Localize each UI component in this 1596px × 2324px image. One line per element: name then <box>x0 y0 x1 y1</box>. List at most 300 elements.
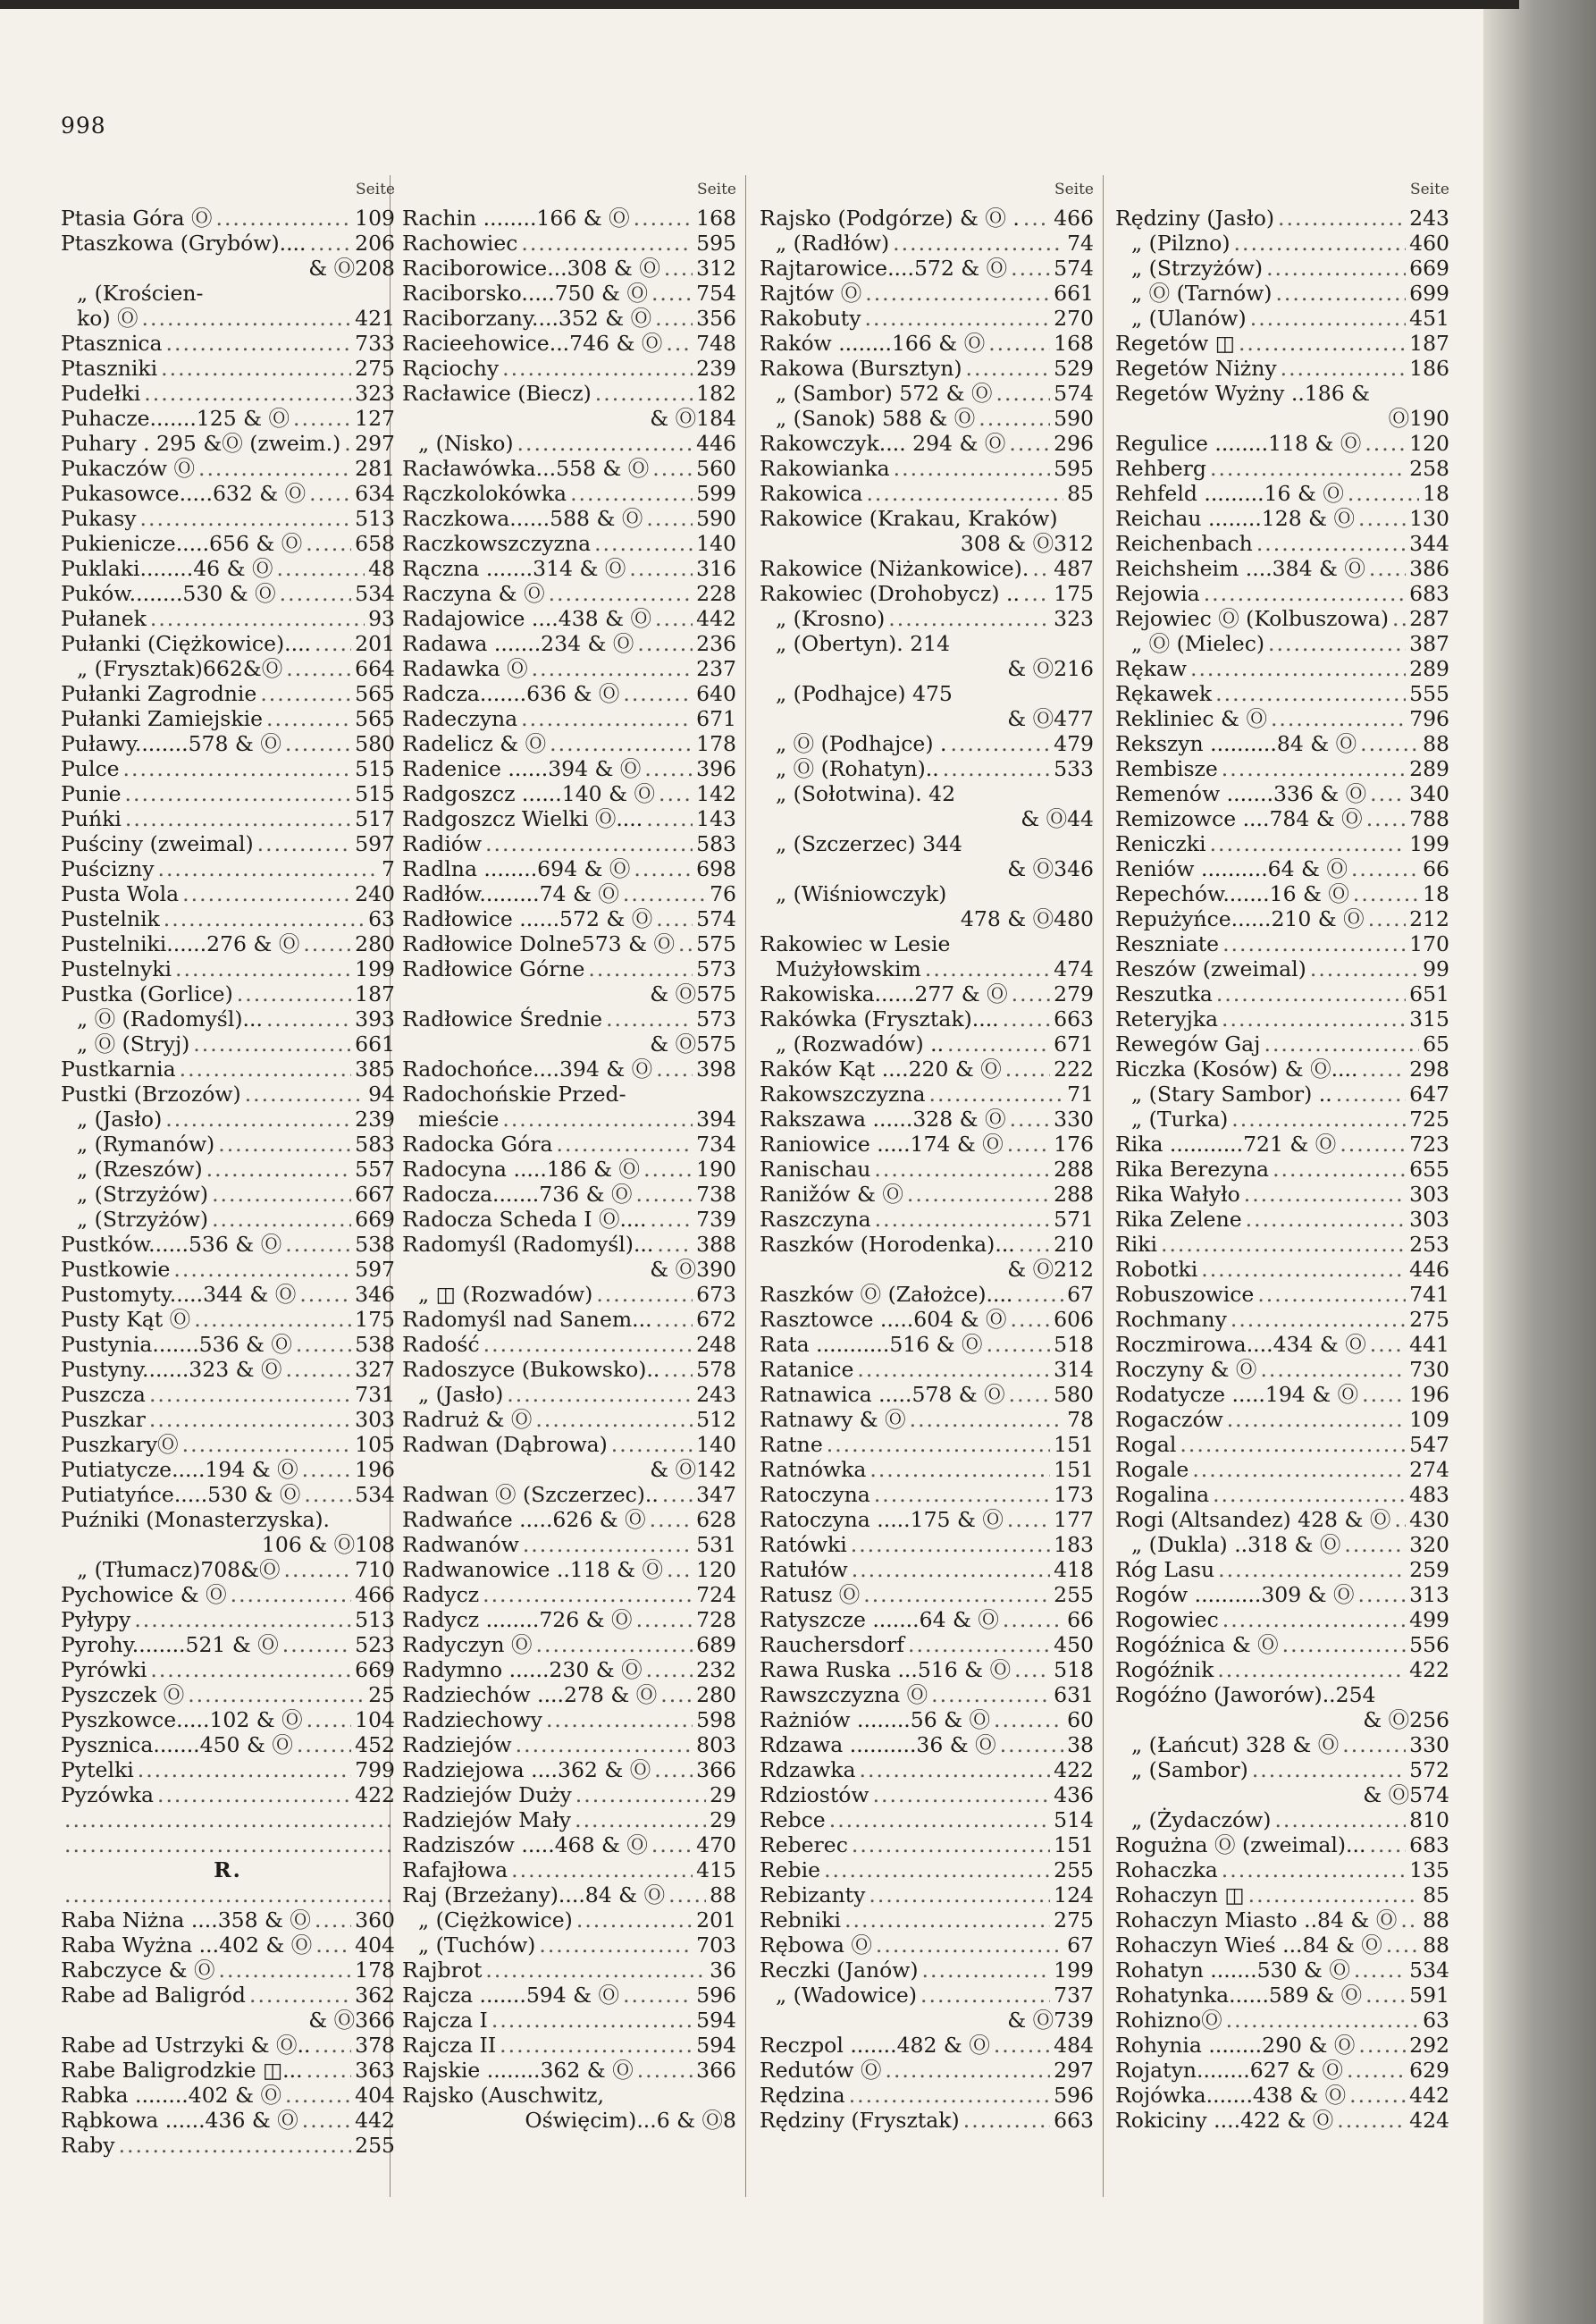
entry-name: & Ⓞ <box>650 981 697 1006</box>
entry-page: 330 <box>1409 1732 1449 1757</box>
dot-leader <box>1239 331 1406 356</box>
index-entry <box>760 556 1094 581</box>
entry-page: 393 <box>355 1006 395 1031</box>
dot-leader <box>282 1632 351 1657</box>
dot-leader <box>1392 606 1406 631</box>
dot-leader <box>150 606 365 631</box>
entry-page: 274 <box>1409 1457 1449 1482</box>
index-entry <box>760 206 1094 231</box>
entry-page: 289 <box>1409 656 1449 681</box>
entry-name: Remenów .......336 & Ⓞ <box>1115 781 1367 806</box>
entry-name: Radelicz & Ⓞ <box>402 731 547 756</box>
dot-leader <box>963 2108 1050 2133</box>
dot-leader <box>511 1857 693 1882</box>
dot-leader <box>523 1532 693 1557</box>
entry-page: 430 <box>1409 1507 1449 1532</box>
entry-page: 529 <box>1054 356 1094 381</box>
index-entry <box>760 1082 1094 1107</box>
entry-name: Rogalina <box>1115 1482 1210 1507</box>
index-entry <box>760 1907 1094 1932</box>
dot-leader <box>851 1532 1050 1557</box>
dot-leader <box>636 1182 693 1207</box>
index-entry <box>61 1557 395 1582</box>
index-entry <box>61 1607 395 1632</box>
entry-name: Radwanów <box>402 1532 519 1557</box>
index-entry <box>61 206 395 231</box>
index-entry <box>1115 331 1449 356</box>
entry-name: Rohaczka <box>1115 1857 1218 1882</box>
entry-name: Ratne <box>760 1432 823 1457</box>
entry-page: 574 <box>696 906 736 931</box>
dot-leader <box>885 2058 1050 2083</box>
entry-page: 655 <box>1409 1157 1449 1182</box>
dot-leader <box>1340 1132 1406 1157</box>
entry-name: Ratnawy & Ⓞ <box>760 1407 906 1432</box>
index-entry <box>402 556 736 581</box>
index-entry <box>61 1782 395 1807</box>
index-entry <box>1115 531 1449 556</box>
entry-name: RohiznoⓄ <box>1115 2008 1222 2033</box>
index-entry <box>760 656 1094 681</box>
entry-page: 142 <box>696 781 736 806</box>
entry-page: 25 <box>368 1682 395 1707</box>
entry-name: Radeczyna <box>402 706 518 731</box>
dot-leader <box>866 481 1063 506</box>
entry-name: Ptasia Góra Ⓞ <box>61 206 213 231</box>
dot-leader <box>657 1232 693 1257</box>
entry-page: 187 <box>1409 331 1449 356</box>
dot-leader <box>516 1732 693 1757</box>
entry-page: 186 <box>1409 356 1449 381</box>
index-entry <box>1115 281 1449 306</box>
entry-name: Putiatyńce.....530 & Ⓞ <box>61 1482 301 1507</box>
dot-leader <box>249 1983 351 2008</box>
index-entry <box>760 756 1094 781</box>
index-entry <box>760 231 1094 256</box>
entry-name: Pyrówki <box>61 1657 147 1682</box>
dot-leader <box>1362 1382 1406 1407</box>
dot-leader <box>260 681 351 706</box>
index-entry <box>760 1182 1094 1207</box>
entry-page: 281 <box>355 456 395 481</box>
index-entry <box>61 581 395 606</box>
entry-name: Raczkowszczyzna <box>402 531 592 556</box>
entry-name: „ (Pilzno) <box>1131 231 1231 256</box>
entry-page: 731 <box>355 1382 395 1407</box>
index-entry <box>1115 831 1449 856</box>
entry-page: 36 <box>710 1958 736 1983</box>
dot-leader <box>1256 531 1406 556</box>
entry-name: Rajsko (Podgórze) & Ⓞ . <box>760 206 1020 231</box>
index-entry <box>1115 981 1449 1006</box>
dot-leader <box>285 1232 351 1257</box>
entry-name: Rakowszczyzna <box>760 1082 926 1107</box>
entry-name: Rokiciny ....422 & Ⓞ <box>1115 2108 1334 2133</box>
index-entry <box>760 856 1094 881</box>
index-entry <box>760 1132 1094 1157</box>
index-entry <box>61 706 395 731</box>
entry-page: 210 <box>1054 1232 1094 1257</box>
dot-leader <box>662 1482 693 1507</box>
entry-name: Radajowice ....438 & Ⓞ <box>402 606 651 631</box>
entry-page: 663 <box>1054 1006 1094 1031</box>
dot-leader <box>549 581 693 606</box>
index-entry <box>760 431 1094 456</box>
entry-page: 703 <box>696 1932 736 1958</box>
dot-leader <box>623 1983 693 2008</box>
index-entry <box>402 281 736 306</box>
entry-name: Rachin ........166 & Ⓞ <box>402 206 630 231</box>
entry-name: Ranischau <box>760 1157 871 1182</box>
index-entry <box>760 956 1094 981</box>
index-entry <box>1115 2008 1449 2033</box>
entry-name: Reszów (zweimal) <box>1115 956 1306 981</box>
entry-name: Rawszczyzna Ⓞ <box>760 1682 928 1707</box>
dot-leader <box>1222 1607 1406 1632</box>
index-entry <box>61 506 395 531</box>
entry-page: 733 <box>355 331 395 356</box>
index-entry <box>1115 1031 1449 1057</box>
entry-page: 422 <box>1054 1757 1094 1782</box>
entry-page: 667 <box>355 1182 395 1207</box>
index-entry <box>402 1983 736 2008</box>
index-entry <box>402 1232 736 1257</box>
entry-page: 48 <box>368 556 395 581</box>
index-entry <box>61 2008 395 2033</box>
entry-name: Pyszczek Ⓞ <box>61 1682 185 1707</box>
entry-page: 442 <box>1409 2083 1449 2108</box>
entry-page: 66 <box>1423 856 1449 881</box>
entry-page: 366 <box>696 2058 736 2083</box>
entry-page: 212 <box>1409 906 1449 931</box>
entry-page: 683 <box>1409 1832 1449 1857</box>
dot-leader <box>304 1482 351 1507</box>
dot-leader <box>860 1757 1051 1782</box>
entry-page: 386 <box>1409 556 1449 581</box>
entry-name: Riczka (Kosów) & Ⓞ.... <box>1115 1057 1358 1082</box>
entry-page: 683 <box>1409 581 1449 606</box>
entry-page: 572 <box>1409 1757 1449 1782</box>
dot-leader <box>575 1782 706 1807</box>
entry-name: Pukienicze.....656 & Ⓞ <box>61 531 303 556</box>
entry-name: Rata ...........516 & Ⓞ <box>760 1332 983 1357</box>
dot-leader <box>1369 556 1406 581</box>
entry-name: Rajcza .......594 & Ⓞ <box>402 1983 620 2008</box>
entry-name: „ Ⓞ (Rohatyn).. <box>776 756 939 781</box>
dot-leader <box>595 381 693 406</box>
entry-name: Putiatycze.....194 & Ⓞ <box>61 1457 298 1482</box>
dot-leader <box>852 1557 1050 1582</box>
index-entry <box>402 1682 736 1707</box>
entry-page: 728 <box>696 1607 736 1632</box>
index-column-1 <box>61 181 395 2158</box>
index-entry <box>1115 731 1449 756</box>
entry-name: Rohaczyn Wieś ...84 & Ⓞ <box>1115 1932 1382 1958</box>
entry-name: Radziejowa ....362 & Ⓞ <box>402 1757 651 1782</box>
entry-name: Rika Berezyna <box>1115 1157 1270 1182</box>
index-entry <box>61 2108 395 2133</box>
dot-leader <box>1010 1107 1051 1132</box>
index-entry <box>760 1832 1094 1857</box>
entry-name: Pyrohy........521 & Ⓞ <box>61 1632 279 1657</box>
entry-name: Raba Niżna ....358 & Ⓞ <box>61 1907 311 1932</box>
entry-name: Radawka Ⓞ <box>402 656 528 681</box>
dot-leader <box>266 706 351 731</box>
entry-page: 258 <box>1409 456 1449 481</box>
index-entry <box>402 256 736 281</box>
entry-page: 452 <box>355 1732 395 1757</box>
entry-name: Puszcza <box>61 1382 146 1407</box>
dot-leader <box>629 556 693 581</box>
dot-leader <box>149 1382 351 1407</box>
dot-leader <box>307 2058 352 2083</box>
index-entry <box>760 381 1094 406</box>
entry-name: & Ⓞ <box>650 1457 697 1482</box>
entry-page: 534 <box>1409 1958 1449 1983</box>
dot-leader <box>142 306 352 331</box>
entry-page: 460 <box>1409 231 1449 256</box>
index-entry <box>1115 1932 1449 1958</box>
entry-page: 44 <box>1067 806 1094 831</box>
entry-name: „ (Szczerzec) 344 <box>776 831 962 856</box>
entry-name: Rejowia <box>1115 581 1200 606</box>
index-entry <box>760 1857 1094 1882</box>
index-entry <box>760 1607 1094 1632</box>
index-entry <box>402 981 736 1006</box>
entry-page: 85 <box>1067 481 1094 506</box>
entry-name: Radocyna .....186 & Ⓞ <box>402 1157 641 1182</box>
entry-name: Punie <box>61 781 122 806</box>
dot-leader <box>182 1432 351 1457</box>
entry-name: „ (Ulanów) <box>1131 306 1247 331</box>
index-entry <box>61 406 395 431</box>
entry-name: „ (Frysztak)662&Ⓞ <box>77 656 283 681</box>
dot-leader <box>857 1357 1050 1382</box>
entry-name: Radłowice Dolne573 & Ⓞ <box>402 931 675 956</box>
entry-page: 388 <box>696 1232 736 1257</box>
entry-page: 596 <box>696 1983 736 2008</box>
entry-name: „ (Stary Sambor) .. <box>1131 1082 1332 1107</box>
entry-page: 140 <box>696 1432 736 1457</box>
dot-leader <box>266 1006 351 1031</box>
dot-leader <box>1248 1882 1419 1907</box>
entry-page: 135 <box>1409 1857 1449 1882</box>
dot-leader <box>1268 631 1406 656</box>
entry-name: Repużyńce......210 & Ⓞ <box>1115 906 1365 931</box>
index-entry <box>61 931 395 956</box>
entry-page: 88 <box>710 1882 736 1907</box>
entry-name: Rogal <box>1115 1432 1177 1457</box>
entry-page: 442 <box>355 2108 395 2133</box>
entry-name: Rakowa (Bursztyn) <box>760 356 962 381</box>
dot-leader <box>1336 1082 1406 1107</box>
entry-page: 575 <box>696 1031 736 1057</box>
entry-page: 514 <box>1054 1807 1094 1832</box>
entry-page: 255 <box>355 2133 395 2158</box>
entry-name: Rewegów Gaj <box>1115 1031 1261 1057</box>
entry-name: & Ⓞ <box>308 2008 356 2033</box>
entry-name: Reichsheim ....384 & Ⓞ <box>1115 556 1365 581</box>
index-entry <box>760 1107 1094 1132</box>
dot-leader <box>212 1182 351 1207</box>
entry-name: Pukaczów Ⓞ <box>61 456 195 481</box>
entry-name: „ Ⓞ (Radomyśl)... <box>77 1006 263 1031</box>
dot-leader <box>1190 656 1406 681</box>
index-entry <box>760 281 1094 306</box>
entry-page: 565 <box>355 706 395 731</box>
index-entry <box>61 1257 395 1282</box>
entry-name: Racławówka...558 & Ⓞ <box>402 456 650 481</box>
dot-leader <box>1361 1057 1406 1082</box>
entry-page: 474 <box>1054 956 1094 981</box>
entry-page: 94 <box>368 1082 395 1107</box>
dot-leader <box>173 1257 351 1282</box>
entry-name: Radocza.......736 & Ⓞ <box>402 1182 633 1207</box>
index-entry <box>760 306 1094 331</box>
entry-page: 803 <box>696 1732 736 1757</box>
entry-name: Rembisze <box>1115 756 1218 781</box>
dot-leader <box>1366 806 1406 831</box>
index-entry <box>402 2033 736 2058</box>
entry-name: & Ⓞ <box>1007 1257 1054 1282</box>
entry-name: „ (Tuchów) <box>418 1932 536 1958</box>
index-entry <box>402 1006 736 1031</box>
entry-page: 523 <box>355 1632 395 1657</box>
index-entry <box>760 1157 1094 1182</box>
index-entry <box>402 606 736 631</box>
entry-page: 66 <box>1067 1607 1094 1632</box>
entry-page: 515 <box>355 781 395 806</box>
entry-page: 190 <box>696 1157 736 1182</box>
entry-page: 292 <box>1409 2033 1449 2058</box>
entry-page: 599 <box>696 481 736 506</box>
entry-page: 442 <box>696 606 736 631</box>
index-entry <box>402 406 736 431</box>
index-entry <box>61 1983 395 2008</box>
entry-name: Pyłypy <box>61 1607 131 1632</box>
entry-name: „ (Obertyn). 214 <box>776 631 951 656</box>
entry-name: Ptaszkowa (Grybów).... <box>61 231 307 256</box>
index-entry <box>61 1482 395 1507</box>
entry-name: „ (Rzeszów) <box>77 1157 203 1182</box>
dot-leader <box>307 1707 351 1732</box>
index-entry <box>760 931 1094 956</box>
index-entry <box>1115 1107 1449 1132</box>
entry-page: 378 <box>355 2033 395 2058</box>
entry-name: Puklaki........46 & Ⓞ <box>61 556 273 581</box>
dot-leader <box>1222 1857 1406 1882</box>
entry-page: 699 <box>1409 281 1449 306</box>
dot-leader <box>161 356 351 381</box>
entry-name: Rekszyn ..........84 & Ⓞ <box>1115 731 1357 756</box>
index-entry <box>402 906 736 931</box>
index-entry <box>61 1031 395 1057</box>
dot-leader <box>852 1832 1050 1857</box>
index-entry <box>760 1031 1094 1057</box>
dot-leader <box>231 1582 352 1607</box>
entry-page: 255 <box>1054 1857 1094 1882</box>
dot-leader <box>611 1432 693 1457</box>
dot-leader <box>1201 1257 1406 1282</box>
dot-leader <box>1348 481 1419 506</box>
entry-name: Rąciochy <box>402 356 500 381</box>
entry-name: „ Ⓞ (Tarnów) <box>1131 281 1273 306</box>
dot-leader <box>988 331 1050 356</box>
index-entry <box>760 1357 1094 1382</box>
entry-page: 170 <box>1409 931 1449 956</box>
entry-name: Rohaczyn Miasto ..84 & Ⓞ <box>1115 1907 1398 1932</box>
entry-page: 573 <box>696 956 736 981</box>
entry-page: 177 <box>1054 1507 1094 1532</box>
dot-leader <box>827 1432 1050 1457</box>
entry-name: Raniowice .....174 & Ⓞ <box>760 1132 1004 1157</box>
entry-name: Remizowce ....784 & Ⓞ <box>1115 806 1363 831</box>
index-entry <box>760 1207 1094 1232</box>
index-entry <box>1115 1057 1449 1082</box>
dot-leader <box>1274 1807 1406 1832</box>
index-entry <box>402 931 736 956</box>
entry-page: 259 <box>1409 1557 1449 1582</box>
entry-page: 796 <box>1409 706 1449 731</box>
entry-name: Raciborzany....352 & Ⓞ <box>402 306 652 331</box>
entry-name: & Ⓞ <box>1021 806 1068 831</box>
entry-name: Rebce <box>760 1807 826 1832</box>
dot-leader <box>588 956 693 981</box>
index-entry <box>1115 1732 1449 1757</box>
entry-page: 248 <box>696 1332 736 1357</box>
entry-name: & Ⓞ <box>1007 856 1054 881</box>
entry-page: 323 <box>1054 606 1094 631</box>
dot-leader <box>1250 306 1406 331</box>
entry-page: 184 <box>696 406 736 431</box>
entry-page: 574 <box>1054 381 1094 406</box>
entry-name: Radłów.........74 & Ⓞ <box>402 881 619 906</box>
entry-page: 29 <box>710 1782 736 1807</box>
entry-page: 739 <box>696 1207 736 1232</box>
entry-name: Radwan (Dąbrowa) <box>402 1432 608 1457</box>
index-column-3 <box>760 181 1094 2133</box>
entry-page: 538 <box>355 1332 395 1357</box>
entry-page: 312 <box>1054 531 1094 556</box>
entry-page: 143 <box>696 806 736 831</box>
index-entry <box>1115 1257 1449 1282</box>
entry-name: Regulice ........118 & Ⓞ <box>1115 431 1362 456</box>
entry-page: 120 <box>696 1557 736 1582</box>
entry-page: 634 <box>355 481 395 506</box>
entry-name: „ (Sołotwina). 42 <box>776 781 956 806</box>
index-entry <box>1115 806 1449 831</box>
entry-name: Raków ........166 & Ⓞ <box>760 331 986 356</box>
entry-page: 255 <box>1054 1582 1094 1607</box>
dot-leader <box>1273 1157 1406 1182</box>
entry-name: „ Ⓞ (Stryj) <box>77 1031 190 1057</box>
entry-page: 99 <box>1423 956 1449 981</box>
entry-name: & Ⓞ <box>1007 656 1054 681</box>
dot-leader <box>1347 2058 1406 2083</box>
entry-name: Radość <box>402 1332 480 1357</box>
entry-name: Rogów ..........309 & Ⓞ <box>1115 1582 1355 1607</box>
index-entry <box>760 1407 1094 1432</box>
index-entry <box>1115 1807 1449 1832</box>
index-entry <box>760 2008 1094 2033</box>
entry-page: 575 <box>696 931 736 956</box>
index-entry <box>402 1432 736 1457</box>
entry-name: Rebie <box>760 1857 821 1882</box>
dot-leader <box>637 631 693 656</box>
column-header: Seite <box>1409 181 1449 198</box>
index-entry <box>1115 506 1449 531</box>
entry-name: Radwanowice ..118 & Ⓞ <box>402 1557 664 1582</box>
